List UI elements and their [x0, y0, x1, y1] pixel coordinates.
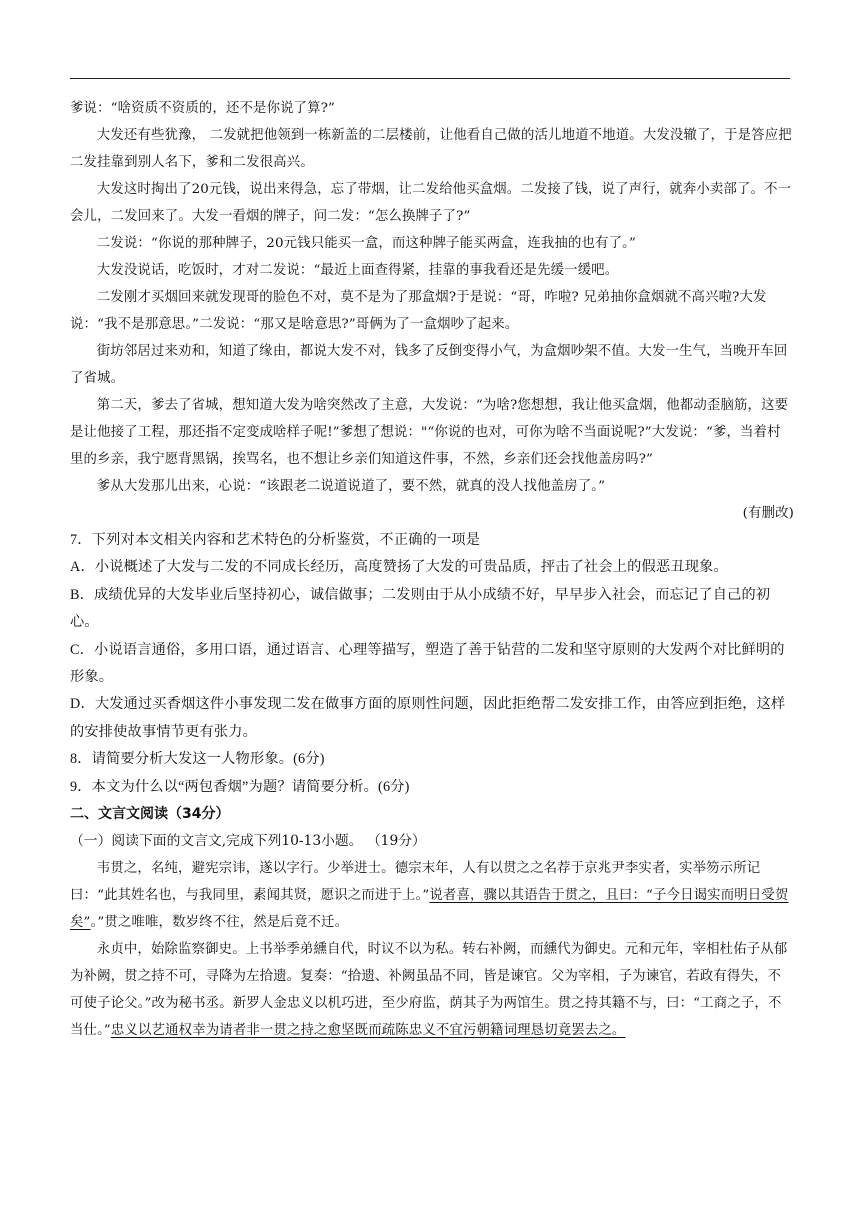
question-7-option-a: A．小说概述了大发与二发的不同成长经历，高度赞扬了大发的可贵品质，抨击了社会上的假恶丑现象。: [70, 559, 728, 576]
passage-paragraph: 大发没说话，吃饭时，才对二发说：“最近上面查得紧，挂靠的事我看还是先缓一缓吧。: [96, 263, 619, 278]
section-2-title: 二、文言文阅读（34分）: [70, 806, 230, 823]
question-7-option-c: C．小说语言通俗，多用口语，通过语言、心理等描写，塑造了善于钻营的二发和坚守原则的大发两个对比鲜明的形象。: [70, 641, 785, 686]
question-9: 9．本文为什么以“两包香烟”为题？请简要分析。(6分): [70, 778, 410, 795]
passage-paragraph: 爹从大发那儿出来，心说：“该跟老二说道说道了，要不然，就真的没人找他盖房了。”: [96, 479, 606, 494]
passage-paragraph: 第二天，爹去了省城，想知道大发为啥突然改了主意，大发说：“为啥?您想想，我让他买盒烟，他都动歪脑筋，这要是让他接了工程，那还指不定变成啥样子呢!”爹想了想说："“你说的也对，可你为啥不当面说呢?”大发说：“爹，当着村里的乡亲，我宁愿背黑锅，挨骂名，也不想让乡亲们知道这件事，不然，乡亲们还会找他盖房吗?”: [70, 398, 789, 467]
document-body: [70, 95, 794, 1044]
passage-paragraph: 街坊邻居过来劝和，知道了缘由，都说大发不对，钱多了反倒变得小气，为盒烟吵架不值。大发一生气，当晚开车回了省城。: [70, 344, 788, 386]
question-7-option-b: B．成绩优异的大发毕业后坚持初心，诚信做事；二发则由于从小成绩不好，早早步入社会，而忘记了自己的初心。: [70, 586, 771, 631]
underlined-sentence: 忠义以艺通权幸为请者非一贯之持之愈坚既而疏陈忠义不宜污朝籍词理恳切竟罢去之。: [110, 1023, 626, 1039]
classical-text: 永贞中，始除监察御史。上书举季弟纁自代，时议不以为私。转右补阙，而纁代为御史。元和元年，宰相杜佑子从郁为补阙，贯之持不可，寻降为左拾遗。复奏：“拾遗、补阙虽品不同，皆是谏官。父为宰相，子为谏官，若政有得失，不可使子论父。”改为秘书丞。新罗人金忠义以机巧进，至少府监，荫其子为两馆生。贯之持其籍不与，曰：“工商之子，不当仕。”: [70, 942, 788, 1039]
classical-text: 。”贯之唯唯，数岁终不往，然是后竟不迁。: [90, 915, 349, 931]
passage-paragraph: 大发这时掏出了20元钱，说出来得急，忘了带烟，让二发给他买盒烟。二发接了钱，说了声行，就奔小卖部了。不一会儿，二发回来了。大发一看烟的牌子，问二发：“怎么换牌子了?”: [70, 182, 792, 224]
header-rule: [70, 78, 790, 79]
classical-text: 韦贯之，名纯，避宪宗讳，遂以字行。少举进士。德宗末年，人有以贯之之名荐于京兆尹李实者，实举笏示所记曰：“此其姓名也，与我同里，素闻其贤，愿识之而进于上。”: [70, 861, 761, 904]
classical-paragraph-2: [70, 936, 794, 1044]
question-7-stem: 7．下列对本文相关内容和艺术特色的分析鉴赏，不正确的一项是: [70, 532, 481, 548]
passage-paragraph: 二发说：“你说的那种牌子，20元钱只能买一盒，而这种牌子能买两盒，连我抽的也有了。”: [96, 236, 636, 251]
classical-paragraph-1: [70, 855, 794, 936]
subsection-title: （一）阅读下面的文言文,完成下列10-13小题。 （19分）: [70, 833, 426, 850]
question-7-option-d: D．大发通过买香烟这件小事发现二发在做事方面的原则性问题，因此拒绝帮二发安排工作，由答应到拒绝，这样的安排使故事情节更有张力。: [70, 696, 786, 740]
source-note: (有删改): [742, 506, 794, 521]
passage-paragraph: 大发还有些犹豫， 二发就把他领到一栋新盖的二层楼前，让他看自己做的活儿地道不地道。大发没辙了，于是答应把二发挂靠到别人名下，爹和二发很高兴。: [70, 128, 792, 170]
question-8: 8．请简要分析大发这一人物形象。(6分): [70, 751, 325, 768]
underlined-sentence: 说者喜，骤以其语告于贯之，且曰：“子今日谒实而明日受贺矣”: [70, 888, 789, 931]
passage-paragraph: 爹说：“啥资质不资质的，还不是你说了算?”: [70, 101, 336, 116]
passage-paragraph: 二发刚才买烟回来就发现哥的脸色不对，莫不是为了那盒烟?于是说：“哥，咋啦? 兄弟抽你盒烟就不高兴啦?大发说：“我不是那意思。”二发说：“那又是啥意思?”哥俩为了一盒烟吵了起来。: [70, 290, 767, 332]
